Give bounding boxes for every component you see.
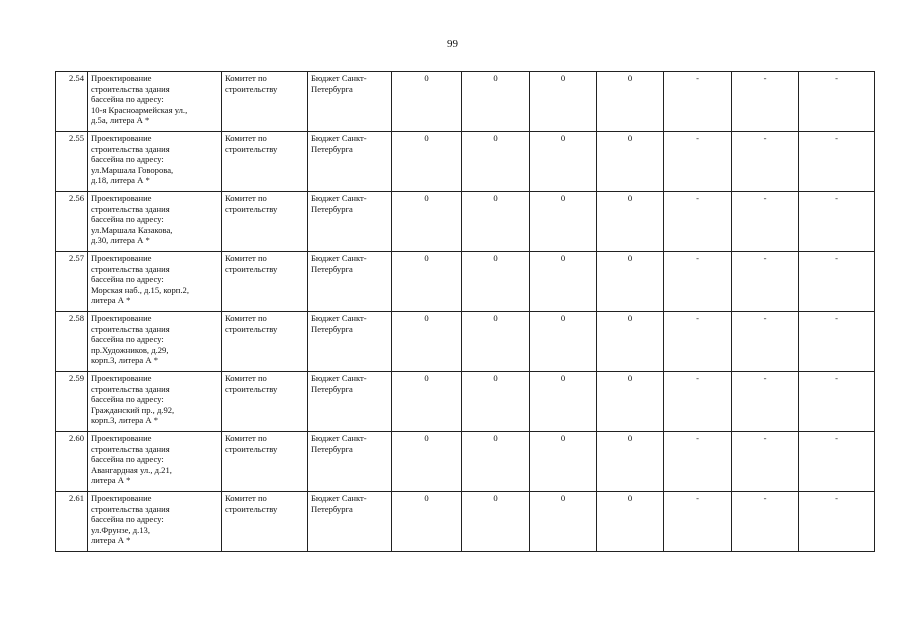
table-row — [56, 72, 875, 132]
row-number: 2.54 — [56, 72, 88, 132]
row-funding-source: Бюджет Санкт- Петербурга — [308, 372, 392, 432]
row-value-3: 0 — [530, 192, 597, 252]
row-value-2: 0 — [462, 372, 530, 432]
row-value-2: 0 — [462, 312, 530, 372]
row-funding-source: Бюджет Санкт- Петербурга — [308, 192, 392, 252]
row-value-6: - — [732, 192, 799, 252]
row-number: 2.58 — [56, 312, 88, 372]
row-funding-source: Бюджет Санкт- Петербурга — [308, 72, 392, 132]
row-value-4: 0 — [597, 252, 664, 312]
row-customer: Комитет по строительству — [222, 372, 308, 432]
table-row — [56, 492, 875, 552]
row-value-1: 0 — [392, 492, 462, 552]
row-number: 2.55 — [56, 132, 88, 192]
row-funding-source: Бюджет Санкт- Петербурга — [308, 252, 392, 312]
table-row — [56, 132, 875, 192]
row-number: 2.61 — [56, 492, 88, 552]
row-value-6: - — [732, 72, 799, 132]
row-value-4: 0 — [597, 132, 664, 192]
row-value-6: - — [732, 252, 799, 312]
row-value-2: 0 — [462, 132, 530, 192]
row-value-3: 0 — [530, 312, 597, 372]
row-value-1: 0 — [392, 132, 462, 192]
row-customer: Комитет по строительству — [222, 312, 308, 372]
row-value-2: 0 — [462, 252, 530, 312]
row-customer: Комитет по строительству — [222, 252, 308, 312]
row-value-3: 0 — [530, 72, 597, 132]
row-value-7: - — [799, 312, 875, 372]
row-value-1: 0 — [392, 372, 462, 432]
row-value-7: - — [799, 372, 875, 432]
budget-table — [55, 71, 875, 552]
row-customer: Комитет по строительству — [222, 72, 308, 132]
row-value-5: - — [664, 312, 732, 372]
row-description: Проектирование строительства здания бассейна по адресу: Морская наб., д.15, корп.2, литера А * — [88, 252, 222, 312]
table-row — [56, 252, 875, 312]
row-funding-source: Бюджет Санкт- Петербурга — [308, 132, 392, 192]
row-value-4: 0 — [597, 192, 664, 252]
row-description: Проектирование строительства здания бассейна по адресу: пр.Художников, д.29, корп.3, литера А * — [88, 312, 222, 372]
row-value-5: - — [664, 492, 732, 552]
row-description: Проектирование строительства здания бассейна по адресу: Авангардная ул., д.21, литера А * — [88, 432, 222, 492]
row-value-7: - — [799, 132, 875, 192]
row-value-7: - — [799, 192, 875, 252]
row-value-6: - — [732, 132, 799, 192]
table-row — [56, 192, 875, 252]
row-value-1: 0 — [392, 192, 462, 252]
row-value-6: - — [732, 312, 799, 372]
row-customer: Комитет по строительству — [222, 492, 308, 552]
row-value-2: 0 — [462, 72, 530, 132]
row-customer: Комитет по строительству — [222, 432, 308, 492]
row-value-4: 0 — [597, 492, 664, 552]
row-value-1: 0 — [392, 252, 462, 312]
row-value-3: 0 — [530, 252, 597, 312]
row-value-7: - — [799, 432, 875, 492]
row-value-5: - — [664, 132, 732, 192]
row-funding-source: Бюджет Санкт- Петербурга — [308, 432, 392, 492]
row-value-4: 0 — [597, 372, 664, 432]
row-value-5: - — [664, 192, 732, 252]
row-description: Проектирование строительства здания бассейна по адресу: ул.Маршала Говорова, д.18, литера А * — [88, 132, 222, 192]
row-value-5: - — [664, 72, 732, 132]
row-funding-source: Бюджет Санкт- Петербурга — [308, 312, 392, 372]
row-value-4: 0 — [597, 432, 664, 492]
row-value-7: - — [799, 72, 875, 132]
row-value-2: 0 — [462, 432, 530, 492]
row-value-3: 0 — [530, 132, 597, 192]
row-value-3: 0 — [530, 372, 597, 432]
row-value-1: 0 — [392, 72, 462, 132]
row-customer: Комитет по строительству — [222, 132, 308, 192]
row-value-6: - — [732, 492, 799, 552]
row-number: 2.60 — [56, 432, 88, 492]
row-value-7: - — [799, 252, 875, 312]
row-value-1: 0 — [392, 432, 462, 492]
row-number: 2.56 — [56, 192, 88, 252]
row-value-6: - — [732, 372, 799, 432]
table-row — [56, 432, 875, 492]
row-number: 2.57 — [56, 252, 88, 312]
row-value-5: - — [664, 252, 732, 312]
row-value-5: - — [664, 432, 732, 492]
row-value-6: - — [732, 432, 799, 492]
row-value-3: 0 — [530, 432, 597, 492]
row-customer: Комитет по строительству — [222, 192, 308, 252]
row-description: Проектирование строительства здания бассейна по адресу: ул.Фрунзе, д.13, литера А * — [88, 492, 222, 552]
row-value-7: - — [799, 492, 875, 552]
row-description: Проектирование строительства здания бассейна по адресу: Гражданский пр., д.92, корп.3, литера А * — [88, 372, 222, 432]
row-value-1: 0 — [392, 312, 462, 372]
row-funding-source: Бюджет Санкт- Петербурга — [308, 492, 392, 552]
table-row — [56, 372, 875, 432]
row-number: 2.59 — [56, 372, 88, 432]
row-description: Проектирование строительства здания бассейна по адресу: 10-я Красноармейская ул., д.5а, литера А * — [88, 72, 222, 132]
row-value-4: 0 — [597, 72, 664, 132]
page-number: 99 — [447, 38, 458, 50]
row-description: Проектирование строительства здания бассейна по адресу: ул.Маршала Казакова, д.30, литера А * — [88, 192, 222, 252]
row-value-4: 0 — [597, 312, 664, 372]
row-value-2: 0 — [462, 192, 530, 252]
row-value-3: 0 — [530, 492, 597, 552]
table-row — [56, 312, 875, 372]
row-value-5: - — [664, 372, 732, 432]
row-value-2: 0 — [462, 492, 530, 552]
